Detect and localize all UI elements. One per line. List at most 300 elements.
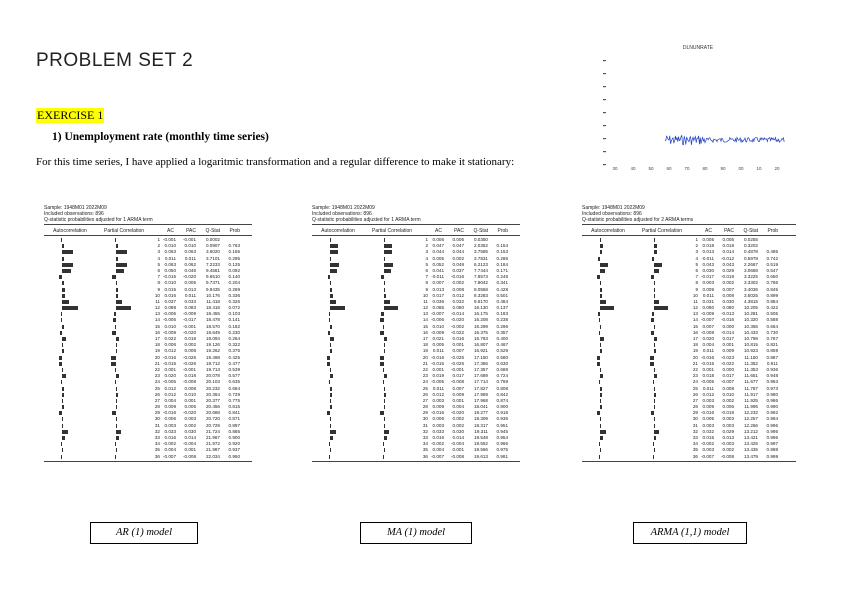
prob-value: 0.900 [496, 404, 508, 410]
prob-value: 0.125 [228, 261, 240, 267]
ac-bar-cell [312, 416, 364, 422]
pac-value: 0.001 [184, 397, 196, 403]
caption-ar1: AR (1) model [90, 522, 198, 544]
q-stat-value: 21.972 [205, 441, 220, 447]
pac-value: -0.020 [182, 410, 196, 416]
q-stat-value: 21.987 [205, 447, 220, 453]
pac-bar-cell [634, 249, 690, 255]
q-stat-value: 18.317 [473, 422, 488, 428]
ac-bar [330, 387, 332, 391]
ac-bar-cell [312, 280, 364, 286]
pac-bar [114, 312, 116, 316]
prob-value: 0.845 [766, 286, 778, 292]
column-header: Autocorrelation [321, 228, 355, 234]
ac-bar-cell [44, 299, 96, 305]
pac-bar [654, 250, 657, 254]
pac-value: -0.026 [182, 360, 196, 366]
q-stat-value: 19.713 [205, 366, 220, 372]
prob-value: 0.899 [766, 292, 778, 298]
ac-value: -0.005 [430, 379, 444, 385]
pac-value: -0.026 [182, 354, 196, 360]
ac-bar-cell [582, 398, 634, 404]
column-header: AC [705, 228, 712, 234]
ac-bar-cell [44, 268, 96, 274]
ac-bar [600, 325, 601, 329]
pac-bar [650, 362, 654, 366]
pac-bar [654, 417, 655, 421]
ac-bar [597, 356, 600, 360]
q-stat-value: 12.257 [743, 416, 758, 422]
q-stat-value: 13.425 [743, 441, 758, 447]
pac-bar [116, 306, 131, 310]
ac-bar-cell [44, 447, 96, 453]
pac-bar [116, 257, 118, 261]
panel-header-line: Q-statistic probabilities adjusted for 2 ARMA terms [582, 217, 694, 223]
column-header: Q-Stat [743, 228, 758, 234]
ac-bar-cell [312, 330, 364, 336]
lag-number: 16 [692, 329, 698, 335]
q-stat-value: 3.3302 [743, 280, 758, 286]
ac-bar-cell [582, 243, 634, 249]
lag-number: 16 [422, 329, 428, 335]
lag-number: 15 [692, 323, 698, 329]
prob-value: 0.422 [766, 305, 778, 311]
ac-bar-cell [582, 355, 634, 361]
ac-bar [330, 294, 333, 298]
q-stat-value: 11.418 [206, 298, 220, 304]
lag-number: 5 [157, 261, 160, 267]
prob-value: 0.286 [496, 255, 508, 261]
pac-bar-cell [634, 398, 690, 404]
column-header: Autocorrelation [53, 228, 87, 234]
column-header: Q-Stat [473, 228, 488, 234]
pac-bar-cell [364, 386, 420, 392]
ac-bar [330, 430, 336, 434]
ac-bar [62, 349, 64, 353]
ac-value: 0.007 [702, 323, 714, 329]
pac-bar-cell [96, 237, 152, 243]
pac-value: 0.005 [722, 237, 734, 242]
ac-value: 0.009 [702, 286, 714, 292]
prob-value: 0.874 [496, 397, 508, 403]
prob-value: 0.918 [496, 410, 508, 416]
pac-bar-cell [634, 262, 690, 268]
pac-value: 0.002 [452, 422, 464, 428]
pac-bar-cell [364, 299, 420, 305]
pac-value: -0.004 [450, 441, 464, 447]
pac-bar-cell [364, 435, 420, 441]
lag-number: 20 [692, 354, 698, 360]
pac-bar-cell [96, 330, 152, 336]
ac-value: 0.011 [702, 348, 714, 354]
lag-number: 20 [422, 354, 428, 360]
q-stat-value: 16.299 [473, 323, 488, 329]
pac-bar [654, 374, 657, 378]
ac-bar [597, 411, 600, 415]
ac-bar-cell [312, 311, 364, 317]
lag-number: 18 [154, 342, 160, 348]
pac-bar-cell [364, 404, 420, 410]
pac-value: 0.043 [722, 261, 734, 267]
ac-bar [600, 263, 608, 267]
pac-bar-cell [634, 447, 690, 453]
ac-bar [597, 275, 600, 279]
lag-number: 13 [692, 311, 698, 317]
prob-value: 0.153 [496, 249, 508, 255]
pac-value: 0.002 [184, 422, 196, 428]
page-title: PROBLEM SET 2 [36, 50, 194, 71]
q-stat-value: 3.5025 [743, 292, 758, 298]
pac-value: -0.013 [720, 311, 734, 317]
q-stat-value: 19.712 [205, 360, 220, 366]
pac-bar [384, 387, 385, 391]
ac-bar [330, 343, 331, 347]
ac-bar [330, 417, 331, 421]
lag-number: 6 [425, 267, 428, 273]
lag-number: 7 [425, 274, 428, 280]
ac-bar [329, 380, 330, 384]
q-stat-value: 3.6020 [205, 249, 220, 255]
q-stat-value: 20.720 [205, 416, 220, 422]
ac-value: -0.002 [700, 441, 714, 447]
ac-bar-cell [582, 317, 634, 323]
ac-bar-cell [582, 324, 634, 330]
pac-bar [384, 405, 385, 409]
column-header: Partial Correlation [641, 228, 683, 234]
ac-bar-cell [312, 243, 364, 249]
prob-value: 0.664 [766, 323, 778, 329]
ac-value: 0.052 [432, 261, 444, 267]
pac-bar [116, 269, 124, 273]
prob-value: 0.248 [496, 274, 508, 280]
q-stat-value: 7.8573 [473, 274, 488, 280]
lag-number: 23 [154, 373, 160, 379]
panel-header-line: Sample: 1948M01 2022M09 [582, 205, 645, 211]
pac-value: 0.008 [722, 292, 734, 298]
ac-value: 0.009 [432, 404, 444, 410]
pac-bar [652, 257, 654, 261]
ac-bar [330, 306, 345, 310]
panel-header-line: Q-statistic probabilities adjusted for 1 ARMA term [44, 217, 153, 223]
ac-bar-cell [582, 330, 634, 336]
mini-x-tick-label: 30 [612, 166, 618, 171]
ac-bar-cell [582, 280, 634, 286]
prob-value: 0.204 [228, 280, 240, 286]
pac-bar-cell [634, 311, 690, 317]
ac-bar [62, 337, 66, 341]
q-stat-value: 16.175 [473, 311, 488, 317]
prob-value: 0.635 [228, 379, 240, 385]
q-stat-value: 0.5978 [743, 255, 758, 261]
ac-bar [330, 448, 331, 452]
pac-bar [116, 343, 117, 347]
lag-number: 10 [422, 292, 428, 298]
prob-value: 0.238 [496, 317, 508, 323]
q-stat-value: 18.455 [205, 311, 220, 317]
section-subheading: 1) Unemployment rate (monthly time series) [52, 131, 269, 143]
pac-bar [384, 436, 387, 440]
pac-bar [383, 368, 384, 372]
ac-bar [599, 442, 600, 446]
ac-value: -0.002 [430, 441, 444, 447]
lag-number: 19 [692, 348, 698, 354]
pac-bar [384, 300, 390, 304]
prob-value: 0.948 [766, 373, 778, 379]
pac-value: -0.020 [450, 317, 464, 323]
ac-value: 0.004 [432, 447, 444, 453]
ac-value: 0.010 [164, 280, 176, 286]
ac-bar-cell [312, 287, 364, 293]
prob-value: 0.763 [228, 243, 240, 249]
pac-value: 0.014 [184, 435, 196, 440]
ac-bar-cell [582, 379, 634, 385]
pac-value: 0.017 [722, 336, 734, 341]
ac-bar [327, 411, 330, 415]
pac-bar [116, 294, 118, 298]
q-stat-value: 17.827 [473, 385, 488, 391]
pac-value: -0.008 [450, 379, 464, 385]
q-stat-value: 12.232 [743, 410, 758, 416]
pac-bar [115, 368, 116, 372]
ac-bar-cell [582, 274, 634, 280]
q-stat-value: 3.7585 [473, 249, 488, 255]
ac-value: 0.003 [702, 422, 714, 428]
ac-value: 0.050 [164, 267, 176, 273]
pac-bar [116, 250, 127, 254]
pac-bar-cell [364, 293, 420, 299]
pac-bar-cell [364, 392, 420, 398]
q-stat-value: 18.418 [205, 305, 220, 311]
ac-bar-cell [312, 355, 364, 361]
ac-bar [330, 337, 334, 341]
q-stat-value: 16.375 [473, 329, 488, 335]
ac-value: 0.018 [702, 243, 714, 249]
q-stat-value: 17.714 [473, 379, 488, 385]
pac-value: -0.020 [182, 329, 196, 335]
prob-value: 0.505 [766, 311, 778, 317]
pac-bar-cell [96, 262, 152, 268]
pac-bar-cell [634, 348, 690, 354]
panel-header-line: Included observations: 896 [312, 211, 372, 217]
lag-number: 21 [422, 360, 428, 366]
lag-number: 23 [422, 373, 428, 379]
lag-number: 22 [154, 366, 160, 372]
prob-value: 0.539 [228, 366, 240, 372]
pac-value: 0.005 [184, 280, 196, 286]
pac-value: 0.037 [452, 267, 464, 273]
ac-value: 0.003 [164, 422, 176, 428]
pac-bar-cell [634, 237, 690, 243]
ac-value: 0.007 [432, 280, 444, 286]
lag-number: 14 [422, 317, 428, 323]
pac-bar-cell [364, 262, 420, 268]
pac-bar [380, 331, 384, 335]
pac-bar [384, 337, 387, 341]
ac-value: 0.033 [164, 428, 176, 434]
ac-bar-cell [44, 367, 96, 373]
ac-value: 0.063 [164, 261, 176, 267]
prob-value: 0.821 [766, 342, 778, 348]
ac-bar [330, 405, 332, 409]
q-stat-value: 20.364 [205, 391, 220, 397]
pac-bar-cell [634, 361, 690, 367]
pac-value: -0.023 [720, 354, 734, 360]
mini-y-tick [603, 86, 606, 87]
ac-bar [62, 250, 73, 254]
mini-y-tick [603, 125, 606, 126]
lag-number: 6 [157, 267, 160, 273]
q-stat-value: 13.479 [743, 453, 758, 459]
ac-bar-cell [44, 386, 96, 392]
pac-value: 0.006 [452, 237, 464, 242]
pac-bar [654, 349, 656, 353]
pac-bar [654, 393, 656, 397]
ac-value: 0.012 [432, 391, 444, 397]
pac-bar-cell [96, 268, 152, 274]
ac-bar-cell [312, 398, 364, 404]
prob-value: 0.994 [766, 416, 778, 422]
mini-y-tick [603, 164, 606, 165]
ac-bar [330, 257, 331, 261]
prob-value: 0.859 [766, 348, 778, 354]
pac-value: 0.001 [722, 342, 734, 348]
ac-bar-cell [582, 268, 634, 274]
lag-number: 19 [422, 348, 428, 354]
ac-value: -0.008 [700, 329, 714, 335]
pac-bar [384, 257, 385, 261]
lag-number: 15 [422, 323, 428, 329]
prob-value: 0.808 [496, 385, 508, 391]
lag-number: 16 [154, 329, 160, 335]
q-stat-value: 10.815 [743, 342, 758, 348]
ac-bar [62, 368, 63, 372]
pac-bar [384, 244, 392, 248]
ac-value: 0.043 [702, 261, 714, 267]
ac-bar-cell [44, 330, 96, 336]
lag-number: 36 [692, 453, 698, 459]
prob-value: 0.264 [228, 336, 240, 341]
ac-bar-cell [312, 274, 364, 280]
prob-value: 0.815 [228, 404, 240, 410]
pac-bar [116, 430, 121, 434]
ac-bar-cell [44, 410, 96, 416]
ac-value: 0.041 [432, 267, 444, 273]
pac-value: -0.001 [182, 366, 196, 372]
ac-value: 0.005 [702, 416, 714, 422]
pac-value: 0.014 [452, 435, 464, 440]
pac-bar [654, 288, 655, 292]
ac-value: 0.006 [432, 416, 444, 422]
ac-value: 0.088 [164, 305, 176, 311]
ac-bar [330, 300, 336, 304]
pac-bar-cell [634, 280, 690, 286]
ac-bar-cell [312, 454, 364, 460]
ac-bar [330, 238, 331, 242]
ac-bar [600, 294, 602, 298]
mini-x-tick-label: 60 [666, 166, 672, 171]
q-stat-value: 10.433 [743, 329, 758, 335]
pac-value: 0.030 [184, 428, 196, 434]
pac-bar [384, 424, 385, 428]
q-stat-value: 16.208 [473, 317, 488, 323]
prob-value: 0.884 [766, 298, 778, 304]
pac-bar [384, 263, 393, 267]
lag-number: 31 [422, 422, 428, 428]
q-stat-value: 4.3815 [743, 298, 758, 304]
mini-x-tick-label: 80 [702, 166, 708, 171]
pac-value: 0.003 [184, 416, 196, 422]
pac-value: 0.013 [722, 435, 734, 440]
lag-number: 8 [157, 280, 160, 286]
pac-bar-cell [364, 311, 420, 317]
ac-value: 0.001 [164, 366, 176, 372]
ac-bar [59, 356, 62, 360]
prob-value: 0.375 [228, 348, 240, 354]
pac-value: 0.005 [184, 404, 196, 410]
pac-bar [383, 442, 384, 446]
prob-value: 0.996 [766, 435, 778, 440]
pac-value: 0.083 [184, 305, 196, 311]
pac-bar-cell [634, 379, 690, 385]
pac-bar [384, 306, 398, 310]
pac-bar [116, 337, 119, 341]
prob-value: 0.766 [766, 280, 778, 286]
ac-value: 0.003 [702, 447, 714, 453]
ac-value: 0.003 [432, 397, 444, 403]
pac-bar [116, 448, 117, 452]
ac-bar-cell [582, 373, 634, 379]
q-stat-value: 16.921 [473, 348, 488, 354]
ac-bar [62, 387, 64, 391]
ac-bar-cell [44, 429, 96, 435]
ac-value: -0.007 [700, 317, 714, 323]
prob-value: 0.154 [496, 243, 508, 249]
ac-bar-cell [44, 336, 96, 342]
q-stat-value: 3.7101 [205, 255, 220, 261]
ac-bar-cell [312, 429, 364, 435]
q-stat-value: 7.7444 [473, 267, 488, 273]
ac-bar-cell [312, 305, 364, 311]
q-stat-value: 19.262 [205, 348, 220, 354]
column-header: PAC [186, 228, 196, 234]
ac-bar [330, 325, 332, 329]
ac-bar [330, 393, 332, 397]
ac-value: 0.016 [432, 435, 444, 440]
prob-value: 0.477 [228, 360, 240, 366]
pac-bar-cell [96, 404, 152, 410]
prob-value: 0.954 [496, 435, 508, 440]
correlogram-row [44, 454, 252, 460]
ac-bar-cell [582, 336, 634, 342]
ac-bar [600, 306, 614, 310]
ac-value: -0.009 [700, 311, 714, 317]
prob-value: 0.951 [496, 422, 508, 428]
pac-value: 0.004 [452, 404, 464, 410]
ac-bar-cell [312, 342, 364, 348]
ac-value: 0.003 [702, 280, 714, 286]
ac-bar [599, 455, 600, 459]
lag-number: 28 [422, 404, 428, 410]
prob-value: 0.650 [766, 274, 778, 280]
q-stat-value: 16.807 [473, 342, 488, 348]
pac-value: -0.008 [450, 453, 464, 459]
q-stat-value: 10.365 [743, 323, 758, 329]
lag-number: 34 [692, 441, 698, 447]
ac-value: -0.006 [430, 317, 444, 323]
ac-bar [600, 281, 601, 285]
lag-number: 21 [692, 360, 698, 366]
pac-value: 0.080 [722, 305, 734, 311]
